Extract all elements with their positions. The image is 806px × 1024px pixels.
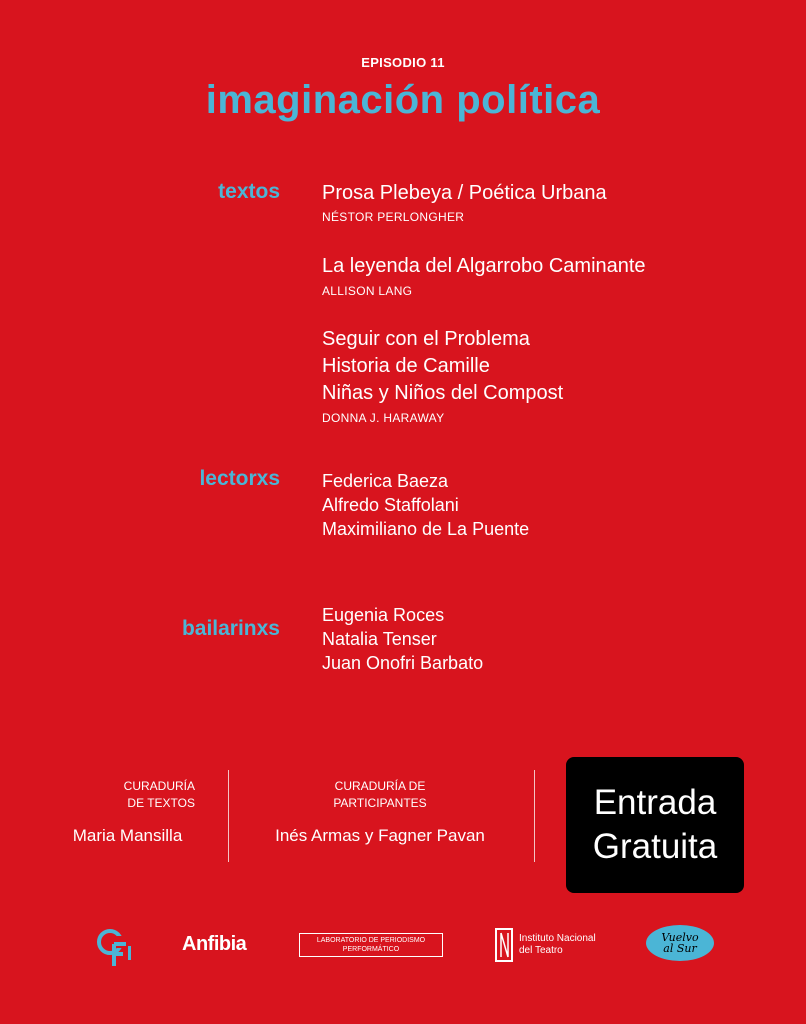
- free-entry-badge: [566, 757, 744, 893]
- credit-textos: [45, 778, 210, 846]
- cf-logo-icon: [96, 926, 136, 975]
- vuelvo-logo-line: Vuelvo: [661, 931, 699, 944]
- episode-label: EPISODIO 11: [361, 55, 445, 70]
- anfibia-logo: Anfibia: [182, 933, 247, 955]
- work-title: Historia de Camille: [322, 355, 490, 377]
- work-author: NÉSTOR PERLONGHER: [322, 210, 465, 224]
- section-label-textos: textos: [218, 180, 280, 203]
- reader-name: Federica Baeza: [322, 471, 449, 491]
- work-author: ALLISON LANG: [322, 284, 413, 298]
- reader-name: Maximiliano de La Puente: [322, 519, 530, 539]
- dancer-name: Eugenia Roces: [322, 605, 445, 625]
- dancer-name: Juan Onofri Barbato: [322, 653, 484, 673]
- credit-label: [45, 778, 210, 812]
- vuelvo-logo-line: al Sur: [663, 942, 697, 955]
- credit-label: [240, 778, 520, 812]
- free-entry-line: Gratuita: [592, 827, 718, 866]
- credit-label-line: DE TEXTOS: [127, 796, 195, 810]
- credit-label-line: CURADURÍA: [123, 779, 195, 793]
- lab-logo-line: PERFORMÁTICO: [342, 946, 400, 953]
- work-title: La leyenda del Algarrobo Caminante: [322, 255, 646, 277]
- free-entry-line: Entrada: [593, 783, 717, 822]
- credit-value: Inés Armas y Fagner Pavan: [275, 826, 485, 845]
- credit-participantes: [240, 778, 520, 846]
- int-logo-icon: [495, 928, 513, 962]
- divider: [534, 770, 535, 862]
- work-title: Seguir con el Problema: [322, 328, 530, 350]
- credit-label-line: PARTICIPANTES: [333, 796, 427, 810]
- section-label-bailarinxs: bailarinxs: [181, 617, 280, 640]
- int-logo-text: [519, 933, 596, 957]
- divider: [228, 770, 229, 862]
- lab-logo-line: LABORATORIO DE PERIODISMO: [316, 937, 426, 944]
- int-logo: [495, 928, 596, 962]
- lab-periodismo-logo: [299, 933, 443, 957]
- work-author: DONNA J. HARAWAY: [322, 411, 445, 425]
- credit-label-line: CURADURÍA DE: [334, 779, 426, 793]
- vuelvo-al-sur-logo: [646, 925, 714, 961]
- work-title: Prosa Plebeya / Poética Urbana: [322, 182, 607, 204]
- int-logo-line: Instituto Nacional: [519, 933, 596, 944]
- credit-value: Maria Mansilla: [72, 826, 183, 845]
- work-title: Niñas y Niños del Compost: [322, 382, 564, 404]
- section-label-lectorxs: lectorxs: [199, 467, 280, 490]
- reader-name: Alfredo Staffolani: [322, 495, 459, 515]
- int-logo-line: del Teatro: [519, 945, 563, 956]
- dancer-name: Natalia Tenser: [322, 629, 437, 649]
- page-title: imaginación política: [205, 78, 601, 122]
